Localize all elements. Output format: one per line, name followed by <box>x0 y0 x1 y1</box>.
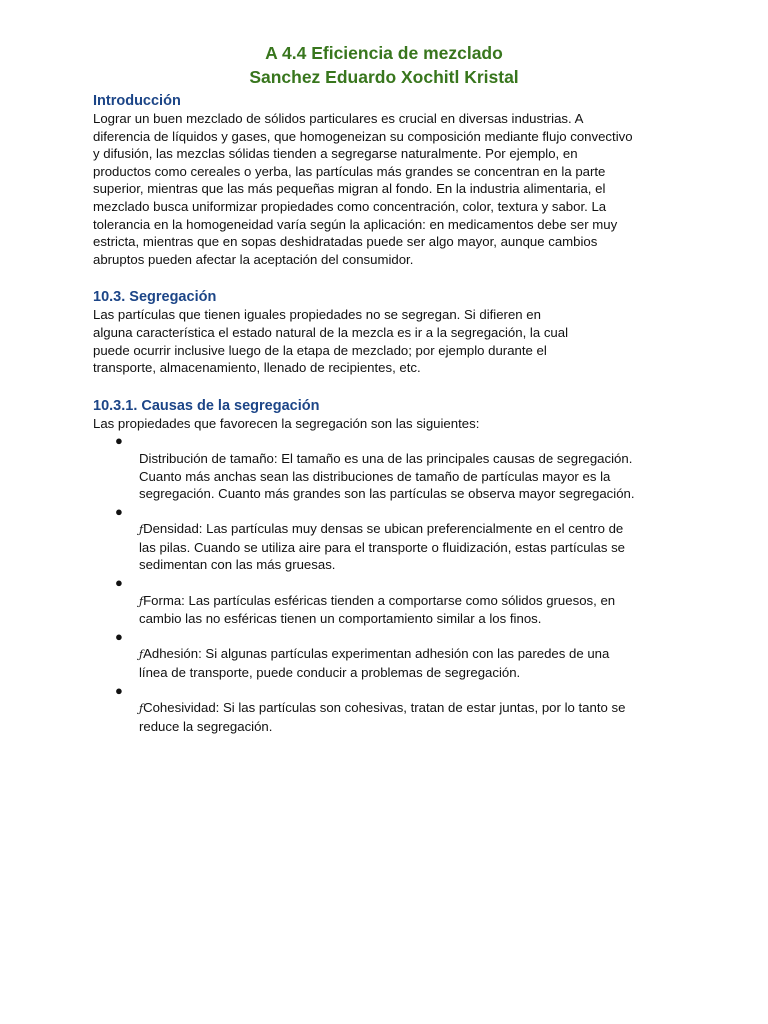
prefix-glyph: ƒ <box>139 702 144 716</box>
bullet-icon: ● <box>115 628 123 644</box>
prefix-glyph: ƒ <box>139 594 144 608</box>
bullet-icon: ● <box>115 682 123 698</box>
section-introduccion <box>93 92 693 268</box>
section-heading: Introducción <box>93 93 181 109</box>
prefix-glyph: ƒ <box>139 523 144 537</box>
list-item <box>93 574 693 628</box>
list-item-text: Forma: Las partículas esféricas tienden a comportarse como sólidos gruesos, en cambio las no esféricas tienen un comportamiento similar a los finos. <box>139 592 616 627</box>
list-item-text: Distribución de tamaño: El tamaño es una de las principales causas de segregación. Cuanto más anchas sean las distribuciones de tamaño de partículas mayor es la segregación. Cuanto más grandes son las partículas se observa mayor segregación. <box>139 450 635 502</box>
section-segregacion <box>93 288 693 376</box>
causes-list <box>93 432 693 735</box>
list-item-text: Cohesividad: Si las partículas son cohesivas, tratan de estar juntas, por lo tanto se reduce la segregación. <box>139 700 626 734</box>
section-heading: 10.3.1. Causas de la segregación <box>93 397 320 414</box>
list-item-text: Adhesión: Si algunas partículas experimentan adhesión con las paredes de una línea de transporte, puede conducir a problemas de segregación. <box>139 646 610 681</box>
list-item <box>93 628 693 682</box>
section-causas <box>93 397 693 736</box>
list-item-text: Densidad: Las partículas muy densas se ubican preferencialmente en el centro de las pilas. Cuando se utiliza aire para el transporte o fluidización, estas partículas se sedimentan con las más gruesas. <box>139 521 625 573</box>
section-paragraph: Las propiedades que favorecen la segregación son las siguientes: <box>93 415 480 431</box>
bullet-icon: ● <box>115 503 123 519</box>
list-item <box>93 682 693 736</box>
list-item <box>93 503 693 574</box>
document-title: A 4.4 Eficiencia de mezclado <box>265 43 503 63</box>
title-block <box>0 41 768 89</box>
section-paragraph: Las partículas que tienen iguales propiedades no se segregan. Si difieren en alguna característica el estado natural de la mezcla es ir a la segregación, la cual puede ocurrir inclusive luego de la etapa de mezclado; por ejemplo durante el transporte, almacenamiento, llenado de recipientes, etc. <box>93 307 569 376</box>
bullet-icon: ● <box>115 433 123 449</box>
document-author: Sanchez Eduardo Xochitl Kristal <box>249 67 519 87</box>
section-paragraph: Lograr un buen mezclado de sólidos particulares es crucial en diversas industrias. A diferencia de líquidos y gases, que homogeneizan su composición mediante flujo convectivo y difusión, las mezclas sólidas tienden a segregarse naturalmente. Por ejemplo, en productos como cereales o yerba, las partículas más grandes se concentran en la parte superior, mientras que las más pequeñas migran al fondo. En la industria alimentaria, el mezclado busca uniformizar propiedades como concentración, color, textura y sabor. La tolerancia en la homogeneidad varía según la aplicación: en medicamentos debe ser muy estricta, mientras que en sopas deshidratadas puede ser algo mayor, aunque cambios abruptos pueden afectar la aceptación del consumidor. <box>93 111 633 267</box>
prefix-glyph: ƒ <box>139 648 144 662</box>
bullet-icon: ● <box>115 575 123 591</box>
list-item <box>93 432 693 502</box>
document-body <box>93 92 693 735</box>
section-heading: 10.3. Segregación <box>93 289 217 306</box>
